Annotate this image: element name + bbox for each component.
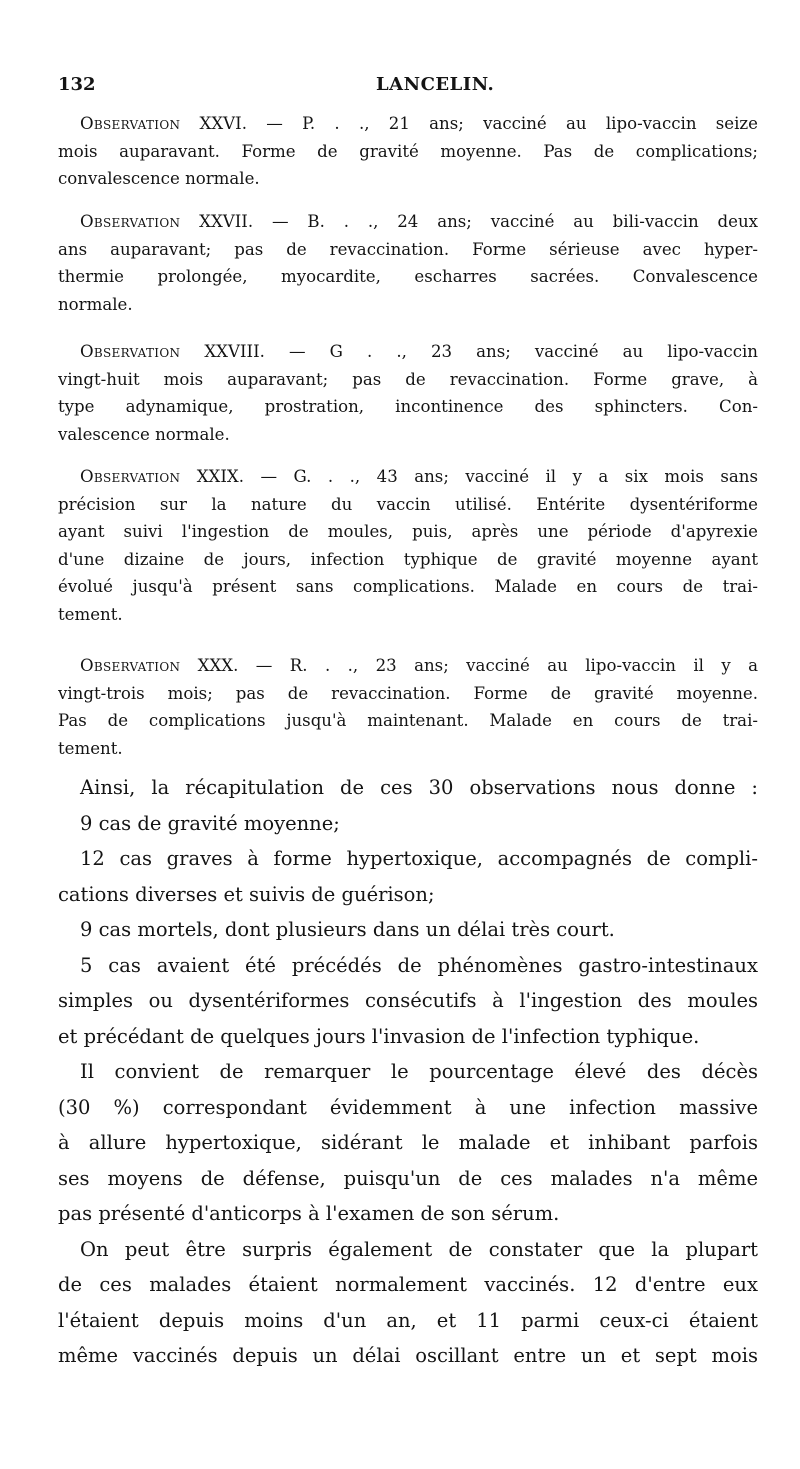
observation-label: Observation	[80, 467, 181, 486]
paragraph-line: l'étaient depuis moins d'un an, et 11 parmi ceux-ci étaient	[58, 1308, 758, 1332]
paragraph-line: et précédant de quelques jours l'invasion de l'infection typhique.	[58, 1024, 700, 1048]
observation-label: Observation	[80, 212, 181, 231]
observation-first-line	[58, 208, 758, 236]
paragraph-line: pas présenté d'anticorps à l'examen de son sérum.	[58, 1202, 560, 1225]
observation-line: évolué jusqu'à présent sans complications. Malade en cours de trai-	[58, 577, 758, 596]
observation-first-line	[58, 463, 758, 491]
paragraph-line: Ainsi, la récapitulation de ces 30 observations nous donne :	[80, 776, 758, 799]
observation-line: précision sur la nature du vaccin utilisé. Entérite dysentériforme	[58, 494, 758, 514]
observation-label: Observation	[80, 114, 181, 133]
paragraph-line: (30 %) correspondant évidemment à une infection massive	[58, 1095, 758, 1119]
observation-line: ans auparavant; pas de revaccination. Forme sérieuse avec hyper-	[58, 239, 758, 259]
observation-text: XXX. — R. . ., 23 ans; vacciné au lipo-vaccin il y a	[197, 656, 758, 675]
paragraph-line: à allure hypertoxique, sidérant le malade et inhibant parfois	[58, 1131, 758, 1154]
summary-text	[58, 770, 758, 1374]
observation-line: vingt-huit mois auparavant; pas de revaccination. Forme grave, à	[58, 369, 758, 389]
observation-label: Observation	[80, 656, 181, 675]
observation-xxx	[58, 652, 758, 762]
observation-line: valescence normale.	[58, 424, 230, 444]
observation-first-line	[58, 110, 758, 138]
observation-line: mois auparavant. Forme de gravité moyenne. Pas de complications;	[58, 141, 758, 161]
observation-xxix	[58, 463, 758, 628]
observation-first-line	[58, 652, 758, 680]
list-item-continuation: cations diverses et suivis de guérison;	[58, 882, 435, 906]
paragraph-line: Il convient de remarquer le pourcentage élevé des décès	[80, 1060, 758, 1083]
paragraph-line: On peut être surpris également de constater que la plupart	[80, 1237, 758, 1261]
observation-text: XXIX. — G. . ., 43 ans; vacciné il y a six mois sans	[196, 467, 758, 486]
observation-line: thermie prolongée, myocardite, escharres sacrées. Convalescence	[58, 267, 758, 286]
page-header	[58, 70, 758, 100]
observation-line: tement.	[58, 604, 123, 624]
observation-line: ayant suivi l'ingestion de moules, puis, après une période d'apyrexie	[58, 522, 758, 541]
observation-line: Pas de complications jusqu'à maintenant. Malade en cours de trai-	[58, 711, 758, 730]
observation-line: normale.	[58, 294, 133, 314]
observation-line: type adynamique, prostration, incontinence des sphincters. Con-	[58, 397, 758, 416]
observation-line: vingt-trois mois; pas de revaccination. Forme de gravité moyenne.	[58, 683, 758, 703]
paragraph-line: de ces malades étaient normalement vaccinés. 12 d'entre eux	[58, 1273, 758, 1296]
observation-xxviii	[58, 338, 758, 448]
observation-text: XXVII. — B. . ., 24 ans; vacciné au bili-vaccin deux	[199, 212, 758, 231]
observation-line: convalescence normale.	[58, 169, 260, 188]
observation-label: Observation	[80, 342, 181, 361]
paragraph-line: ses moyens de défense, puisqu'un de ces malades n'a même	[58, 1166, 758, 1190]
observation-xxvii	[58, 208, 758, 318]
list-item: 12 cas graves à forme hypertoxique, accompagnés de compli-	[80, 847, 758, 870]
list-item: 9 cas mortels, dont plusieurs dans un délai très court.	[80, 918, 615, 941]
observation-line: d'une dizaine de jours, infection typhique de gravité moyenne ayant	[58, 549, 758, 569]
running-title: LANCELIN.	[376, 74, 495, 95]
observation-text: XXVIII. — G . ., 23 ans; vacciné au lipo-vaccin	[204, 342, 758, 361]
page-number: 132	[58, 74, 96, 95]
observation-text: XXVI. — P. . ., 21 ans; vacciné au lipo-vaccin seize	[199, 114, 758, 133]
list-item: 9 cas de gravité moyenne;	[80, 811, 340, 835]
paragraph-line: même vaccinés depuis un délai oscillant entre un et sept mois	[58, 1344, 758, 1367]
paragraph-line: simples ou dysentériformes consécutifs à l'ingestion des moules	[58, 989, 758, 1012]
observation-first-line	[58, 338, 758, 366]
paragraph-line: 5 cas avaient été précédés de phénomènes gastro-intestinaux	[80, 953, 758, 977]
observation-line: tement.	[58, 738, 123, 758]
observation-xxvi	[58, 110, 758, 193]
